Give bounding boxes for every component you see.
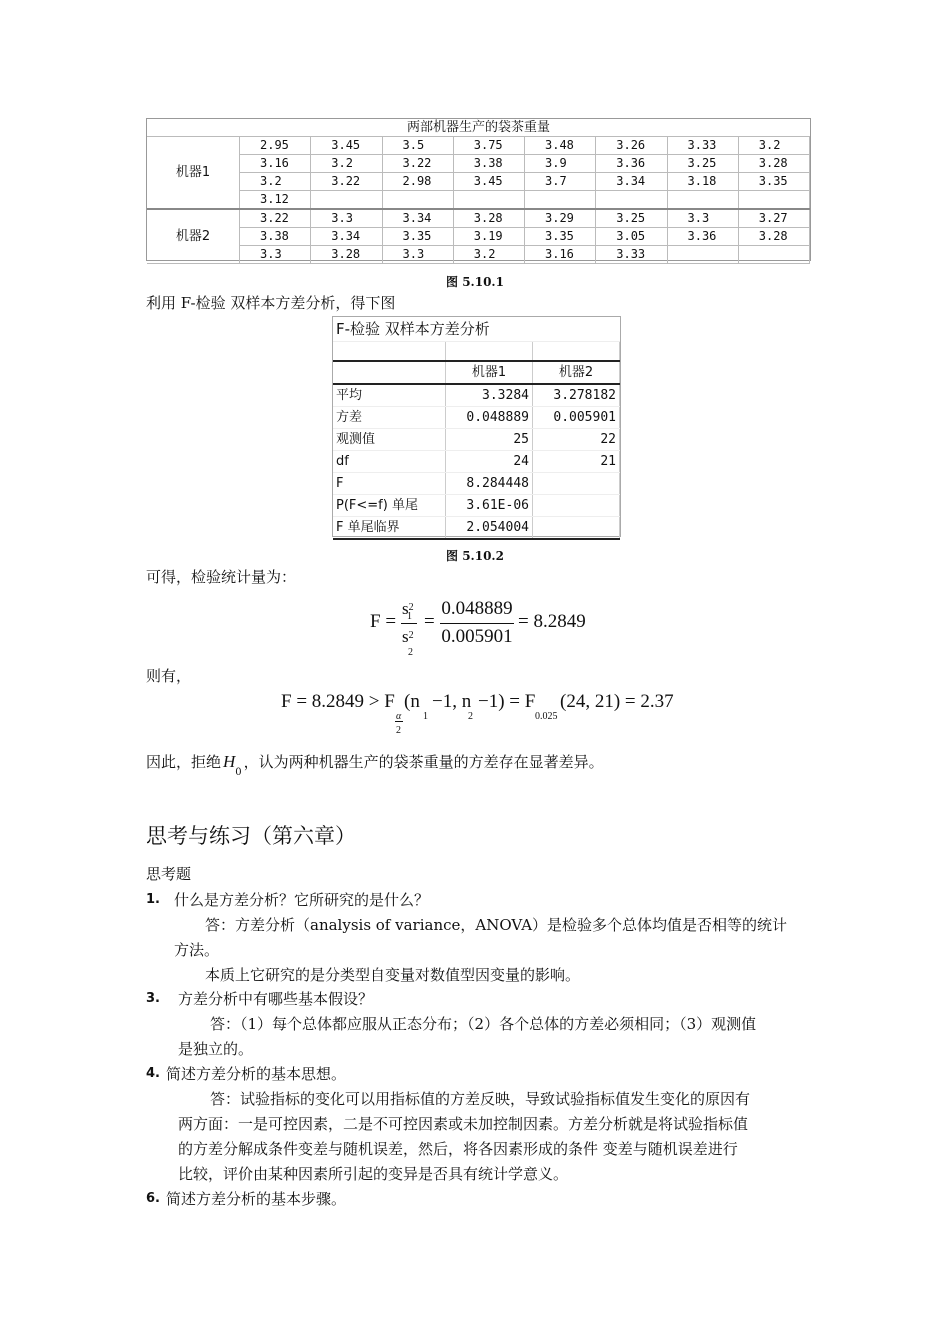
table-cell: 3.3 (240, 246, 311, 264)
a4-line3: 的方差分解成条件变差与随机误差，然后，将各因素形成的条件 变差与随机误差进行 (178, 1140, 738, 1158)
machine-label: 机器2 (147, 209, 240, 264)
table-cell: 3.28 (453, 209, 524, 228)
table-cell: 3.19 (453, 228, 524, 246)
table-cell: 3.05 (596, 228, 667, 246)
table-cell: 3.3 (382, 246, 453, 264)
a1-line2: 方法。 (174, 941, 220, 959)
q6-text: 简述方差分析的基本步骤。 (166, 1190, 347, 1208)
table-cell (382, 191, 453, 210)
table-row (333, 495, 620, 517)
table-cell: 3.35 (525, 228, 596, 246)
table-cell: 3.2 (453, 246, 524, 264)
formula2-n2-sub: 2 (468, 711, 473, 722)
figure-caption-1: 图 5.10.1 (446, 275, 504, 289)
table-cell: 3.2 (738, 137, 809, 155)
a4-line4: 比较，评价由某种因素所引起的变异是否具有统计学意义。 (178, 1165, 569, 1183)
chapter-heading: 思考与练习（第六章） (146, 824, 356, 848)
table-cell (533, 517, 620, 540)
conclusion-line: 因此，拒绝 $H_0$，认为两种机器生产的袋茶重量的方差存在显著差异。 (146, 752, 604, 778)
a3-line1: 答：（1）每个总体都应服从正态分布；（2）各个总体的方差必须相同；（3）观测值 (210, 1015, 757, 1033)
table-cell: 3.16 (525, 246, 596, 264)
table-cell: 3.33 (667, 137, 738, 155)
table-cell (453, 191, 524, 210)
machine-label: 机器1 (147, 137, 240, 210)
f-test-title: F-检验 双样本方差分析 (333, 317, 620, 342)
header-machine2: 机器2 (533, 361, 620, 384)
table-cell: 3.38 (240, 228, 311, 246)
table-cell (667, 191, 738, 210)
table-cell: 3.2 (240, 173, 311, 191)
table-row (147, 246, 810, 264)
table-row (333, 384, 620, 407)
table-cell (533, 473, 620, 495)
table-cell: 3.34 (311, 228, 382, 246)
table-cell: 3.3284 (446, 384, 533, 407)
q1-number: 1. (146, 892, 160, 907)
row-label: F 单尾临界 (333, 517, 446, 540)
table-cell: 3.35 (738, 173, 809, 191)
table-cell: 3.28 (738, 155, 809, 173)
table-cell: 3.5 (382, 137, 453, 155)
formula-numerator: 0.048889 (441, 598, 513, 619)
table-row (333, 473, 620, 495)
table-cell: 3.34 (596, 173, 667, 191)
formula2-args-b: −1, n (432, 691, 472, 712)
formula2-alpha: α (396, 711, 402, 722)
intro-paragraph: 利用 F-检验 双样本方差分析，得下图 (146, 294, 396, 312)
alpha-fraction-bar (395, 721, 403, 722)
tea-weight-grid (147, 136, 810, 264)
table-cell: 3.12 (240, 191, 311, 210)
then-text: 则有， (146, 667, 192, 685)
table-cell: 3.75 (453, 137, 524, 155)
q3-number: 3. (146, 991, 160, 1006)
table-row (147, 228, 810, 246)
row-label: 方差 (333, 407, 446, 429)
table-cell: 3.18 (667, 173, 738, 191)
table-cell: 0.005901 (533, 407, 620, 429)
q3-text: 方差分析中有哪些基本假设？ (178, 990, 374, 1008)
table-cell: 3.33 (596, 246, 667, 264)
table-cell: 3.26 (596, 137, 667, 155)
fraction-bar-small (401, 623, 417, 624)
table-row (333, 407, 620, 429)
table-row (333, 451, 620, 473)
formula-s1: $s^2$ (402, 599, 414, 618)
q4-number: 4. (146, 1066, 160, 1081)
table-row (147, 209, 810, 228)
table-cell: 3.61E-06 (446, 495, 533, 517)
table-cell: 2.054004 (446, 517, 533, 540)
formula2-two: 2 (396, 725, 401, 736)
formula2-left: F = 8.2849 > F (281, 691, 395, 712)
table-cell: 22 (533, 429, 620, 451)
a1-line1: 答：方差分析（analysis of variance，ANOVA）是检验多个总体均值是否相等的统计 (205, 916, 788, 934)
table-cell: 3.16 (240, 155, 311, 173)
q1-text: 什么是方差分析？它所研究的是什么？ (174, 891, 430, 909)
table-cell: 3.48 (525, 137, 596, 155)
table-row (147, 155, 810, 173)
table-cell: 3.45 (311, 137, 382, 155)
formula2-subF: 0.025 (535, 711, 558, 722)
table-cell: 3.22 (240, 209, 311, 228)
table-cell (738, 246, 809, 264)
table-cell (525, 191, 596, 210)
table-cell: 3.22 (382, 155, 453, 173)
formula-sub1: 1 (407, 611, 412, 622)
table-row (147, 173, 810, 191)
table-cell: 3.2 (311, 155, 382, 173)
f-test-table (332, 316, 621, 537)
table-cell: 3.36 (596, 155, 667, 173)
table-row (147, 191, 810, 210)
table-cell: 0.048889 (446, 407, 533, 429)
table-cell: 3.278182 (533, 384, 620, 407)
table-cell: 3.3 (311, 209, 382, 228)
table-cell: 3.7 (525, 173, 596, 191)
formula2-n1-sub: 1 (423, 711, 428, 722)
a3-line2: 是独立的。 (178, 1040, 254, 1058)
fraction-bar (440, 623, 514, 624)
a4-line2: 两方面：一是可控因素，二是不可控因素或未加控制因素。方差分析就是将试验指标值 (178, 1115, 749, 1133)
a1-line3: 本质上它研究的是分类型自变量对数值型因变量的影响。 (205, 966, 581, 984)
table-cell: 3.3 (667, 209, 738, 228)
formula2-args-a: (n (404, 691, 420, 712)
row-label: P(F<=f) 单尾 (333, 495, 446, 517)
table-row (333, 429, 620, 451)
table-cell: 3.35 (382, 228, 453, 246)
formula-sub2: 2 (408, 647, 413, 658)
table-cell: 2.95 (240, 137, 311, 155)
table-cell: 3.38 (453, 155, 524, 173)
table-cell (596, 191, 667, 210)
formula-denominator: 0.005901 (441, 626, 513, 647)
table-cell (738, 191, 809, 210)
formula2-tail: (24, 21) = 2.37 (560, 691, 674, 712)
row-label: 平均 (333, 384, 446, 407)
table-cell: 2.98 (382, 173, 453, 191)
row-label: F (333, 473, 446, 495)
row-label: df (333, 451, 446, 473)
table-cell (533, 495, 620, 517)
table-cell: 3.25 (667, 155, 738, 173)
table-row (147, 137, 810, 155)
table1-title: 两部机器生产的袋茶重量 (147, 119, 810, 137)
table-cell: 3.22 (311, 173, 382, 191)
formula-s2: $s^2$ (402, 627, 414, 646)
section-label: 思考题 (146, 865, 192, 883)
table-cell: 3.9 (525, 155, 596, 173)
table-cell: 24 (446, 451, 533, 473)
table-cell: 21 (533, 451, 620, 473)
formula-result: = 8.2849 (518, 611, 586, 632)
formula-eq: = (424, 611, 435, 632)
table-cell: 3.27 (738, 209, 809, 228)
formula2-args-c: −1) = F (478, 691, 536, 712)
f-test-grid (333, 317, 620, 540)
formula-f-lhs: F = (370, 611, 397, 632)
table-cell: 25 (446, 429, 533, 451)
stat-intro: 可得，检验统计量为： (146, 568, 297, 586)
figure-caption-2: 图 5.10.2 (446, 549, 504, 563)
table-cell: 3.28 (311, 246, 382, 264)
header-machine1: 机器1 (446, 361, 533, 384)
q4-text: 简述方差分析的基本思想。 (166, 1065, 347, 1083)
row-label: 观测值 (333, 429, 446, 451)
a4-line1: 答：试验指标的变化可以用指标值的方差反映，导致试验指标值发生变化的原因有 (210, 1090, 751, 1108)
table-cell: 3.34 (382, 209, 453, 228)
table-cell: 3.28 (738, 228, 809, 246)
table-cell: 8.284448 (446, 473, 533, 495)
table-cell (311, 191, 382, 210)
table-row (333, 517, 620, 540)
table-cell (667, 246, 738, 264)
q6-number: 6. (146, 1191, 160, 1206)
table-cell: 3.29 (525, 209, 596, 228)
table-cell: 3.25 (596, 209, 667, 228)
table-cell: 3.36 (667, 228, 738, 246)
tea-weight-table (146, 118, 811, 261)
table-cell: 3.45 (453, 173, 524, 191)
